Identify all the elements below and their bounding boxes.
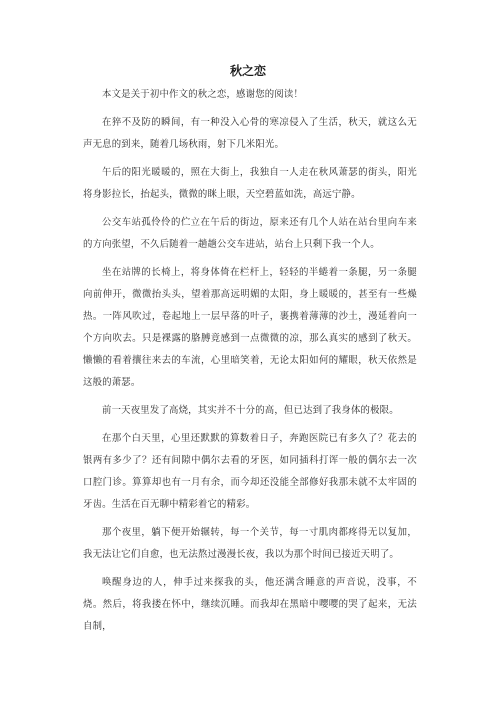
paragraph: 本文是关于初中作文的秋之恋，感谢您的阅读！ [102, 89, 304, 100]
paragraph: 在那个白天里，心里还默默的算数着日子，奔跑医院已有多久了？花去的银两有多少了？还有间隙中偶尔去看的牙医，如同插科打诨一般的偶尔去一次口腔门诊。算算却也有一月有余，而今却还没能全部修好我那未就不太牢固的牙齿。生活在百无聊中精彩着它的精彩。 [83, 433, 417, 510]
document-title: 秋之恋 [229, 64, 266, 78]
paragraph: 午后的阳光暖暖的，照在大街上，我独自一人走在秋风萧瑟的街头，阳光将身影拉长，抬起头，微微的眯上眼，天空碧蓝如洗，高远宁静。 [83, 167, 417, 200]
document-body [83, 84, 417, 644]
paragraph: 公交车站孤伶伶的伫立在午后的街边，原来还有几个人站在站台里向车来的方向张望，不久后随着一趟趟公交车进站，站台上只剩下我一个人。 [83, 217, 417, 250]
paragraph: 前一天夜里发了高烧，其实并不十分的高，但已达到了我身体的极限。 [102, 405, 399, 416]
paragraph: 坐在站牌的长椅上，将身体倚在栏杆上，轻轻的半蜷着一条腿，另一条腿向前伸开，微微抬头头，望着那高远明媚的太阳，身上暖暖的，甚至有一些燥热。一阵风吹过，卷起地上一层早落的叶子，裹携着薄薄的沙土，漫延着向一个方向吹去。只是裸露的胳膊竟感到一点微微的凉，那么真实的感到了秋天。懒懒的看着攘往来去的车流，心里暗笑着，无论太阳如何的耀眼，秋天依然是这般的萧瑟。 [83, 267, 417, 388]
paragraph: 那个夜里，躺下便开始辗转，每一个关节，每一寸肌肉都疼得无以复加，我无法让它们自愈，也无法熬过漫漫长夜，我以为那个时间已接近天明了。 [83, 527, 417, 560]
paragraph: 在猝不及防的瞬间，有一种没入心骨的寒凉侵入了生活，秋天，就这么无声无息的到来，随着几场秋雨，射下几米阳光。 [83, 117, 417, 150]
paragraph: 唤醒身边的人，伸手过来探我的头，他还满含睡意的声音说，没事，不烧。然后，将我搂在怀中，继续沉睡。而我却在黑暗中嘤嘤的哭了起来，无法自制， [83, 577, 417, 632]
